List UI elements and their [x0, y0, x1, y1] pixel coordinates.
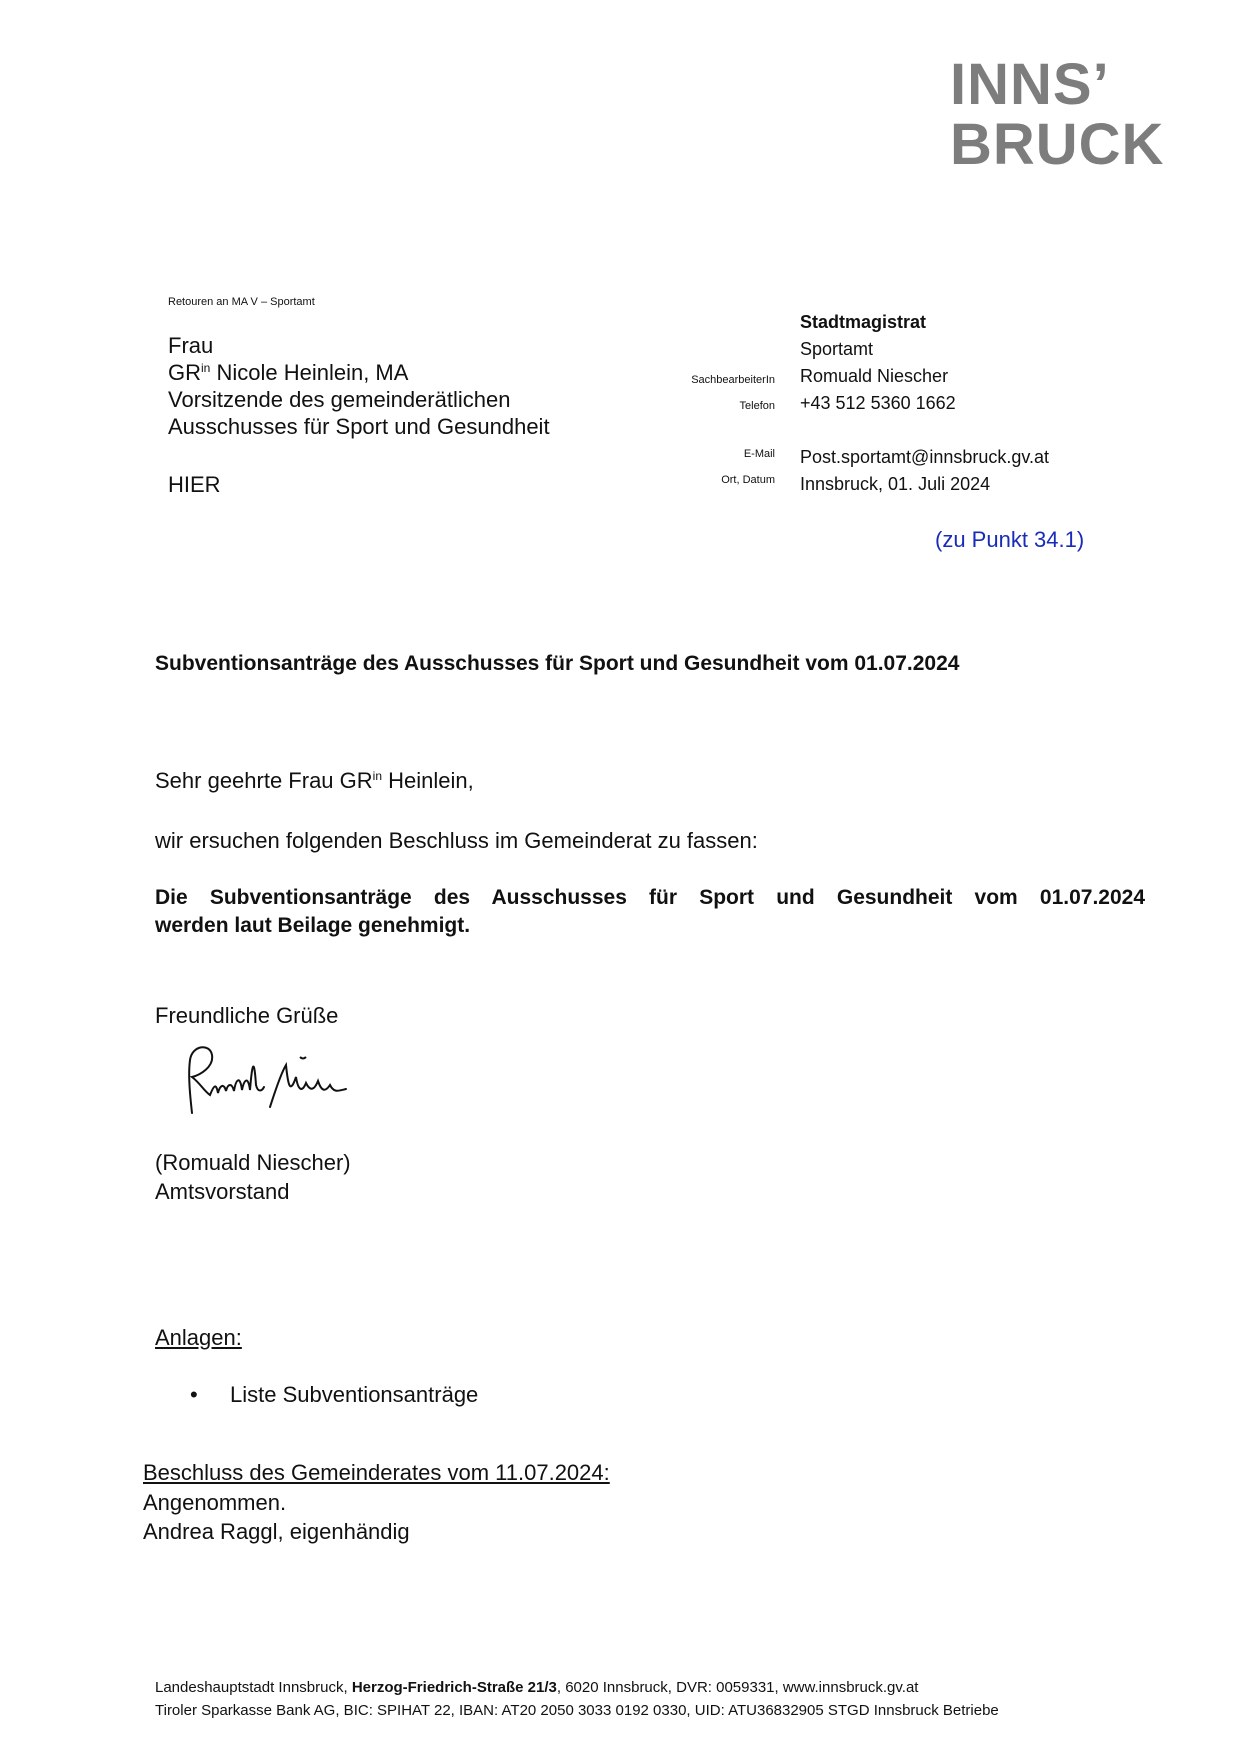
recipient-name: $GR^{in}$ Nicole Heinlein, MA: [168, 360, 409, 385]
recipient-role-line1: Vorsitzende des gemeinderätlichen: [168, 387, 511, 412]
request-text: wir ersuchen folgenden Beschluss im Gemeinderat zu fassen:: [155, 828, 758, 853]
list-item: • Liste Subventionsanträge: [190, 1382, 479, 1407]
attachments-list: [190, 1382, 478, 1408]
return-address: Retouren an MA V – Sportamt: [168, 296, 315, 308]
footer-line2: Tiroler Sparkasse Bank AG, BIC: SPIHAT 22, IBAN: AT20 2050 3033 0192 0330, UID: ATU36832905 STGD Innsbruck Betriebe: [155, 1702, 999, 1719]
date-label: Ort, Datum: [721, 474, 775, 486]
phone-label: Telefon: [739, 400, 775, 412]
clerk-label: SachbearbeiterIn: [691, 374, 775, 386]
signatory-title: Amtsvorstand: [155, 1179, 290, 1204]
agenda-reference: (zu Punkt 34.1): [935, 527, 1085, 552]
innsbruck-logo: [950, 52, 1200, 185]
email-label: E-Mail: [743, 448, 775, 460]
footer-line1: Landeshauptstadt Innsbruck, Herzog-Friedrich-Straße 21/3, 6020 Innsbruck, DVR: 0059331, www.innsbruck.gv.at: [155, 1679, 919, 1696]
subject-line: Subventionsanträge des Ausschusses für Sport und Gesundheit vom 01.07.2024: [155, 652, 960, 675]
resolution-status: Angenommen.: [143, 1490, 287, 1515]
recipient-block: [168, 332, 550, 498]
attachments-title: Anlagen:: [155, 1325, 242, 1350]
handwritten-signature: [170, 1035, 360, 1135]
sender-date: Innsbruck, 01. Juli 2024: [800, 474, 991, 494]
greeting: Sehr geehrte Frau $GR^{in}$ Heinlein,: [155, 768, 474, 793]
recipient-salutation: Frau: [168, 333, 214, 358]
signatory-block: [155, 1148, 351, 1206]
recipient-location: HIER: [168, 472, 221, 497]
sender-clerk: Romuald Niescher: [800, 366, 949, 386]
signatory-name: (Romuald Niescher): [155, 1150, 351, 1175]
sender-phone: +43 512 5360 1662: [800, 393, 956, 413]
closing: Freundliche Grüße: [155, 1003, 339, 1028]
decision-line2: werden laut Beilage genehmigt.: [155, 914, 471, 937]
resolution-block: [143, 1488, 410, 1546]
recipient-role-line2: Ausschusses für Sport und Gesundheit: [168, 414, 550, 439]
logo-line-2: BRUCK: [950, 112, 1165, 177]
bullet-icon: •: [190, 1382, 198, 1407]
sender-email: Post.sportamt@innsbruck.gv.at: [800, 447, 1050, 467]
sender-org: Stadtmagistrat: [800, 312, 927, 332]
resolution-signed: Andrea Raggl, eigenhändig: [143, 1519, 410, 1544]
decision-line1: Die Subventionsanträge des Ausschusses für Sport und Gesundheit vom 01.07.2024: [155, 886, 1145, 909]
footer: [155, 1676, 999, 1722]
logo-line-1: INNS’: [950, 52, 1110, 117]
sender-dept: Sportamt: [800, 339, 874, 359]
resolution-title: Beschluss des Gemeinderates vom 11.07.2024:: [143, 1460, 610, 1485]
